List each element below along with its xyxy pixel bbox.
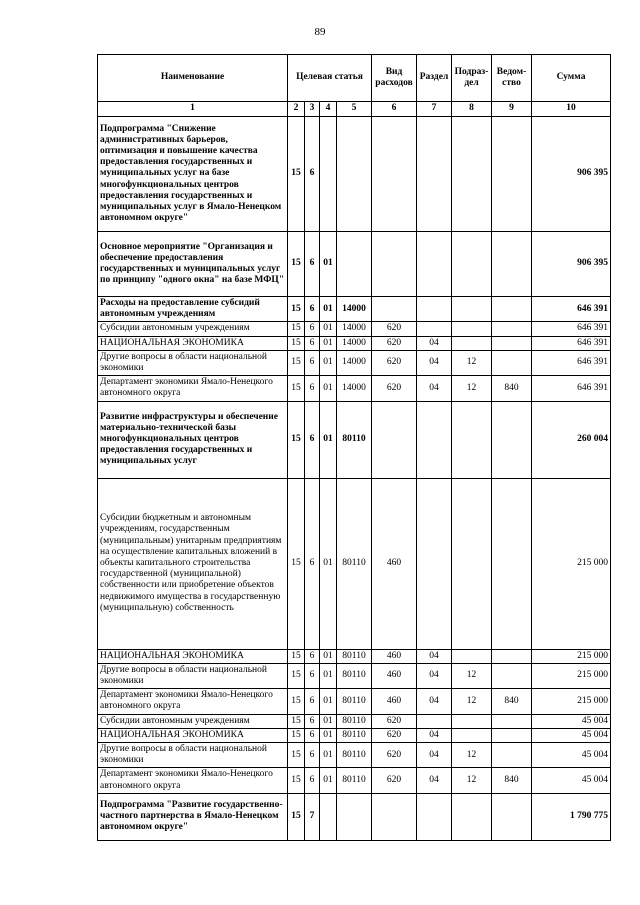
row-code-cell-pr: 12 — [452, 768, 492, 793]
row-code-cell-vd — [492, 728, 532, 742]
row-code-cell-pr — [452, 401, 492, 478]
row-sum-cell: 906 395 — [532, 117, 611, 232]
row-code-cell-cs2: 6 — [305, 689, 320, 714]
row-name-cell: Другие вопросы в области национальной экономики — [98, 663, 288, 688]
row-code-cell-vd — [492, 478, 532, 649]
row-code-cell-rz: 04 — [417, 663, 452, 688]
row-code-cell-cs4: 80110 — [337, 714, 372, 728]
row-code-cell-cs4: 14000 — [337, 297, 372, 322]
budget-table — [97, 54, 611, 841]
header-col-num-2: 2 — [288, 102, 305, 117]
row-sum-cell: 215 000 — [532, 689, 611, 714]
row-code-cell-vr: 620 — [372, 768, 417, 793]
row-sum-cell: 45 004 — [532, 768, 611, 793]
row-code-cell-vd — [492, 297, 532, 322]
row-code-cell-cs1: 15 — [288, 793, 305, 840]
header-col-num-8: 8 — [452, 102, 492, 117]
table-row — [98, 376, 611, 401]
row-code-cell-pr: 12 — [452, 663, 492, 688]
row-code-cell-rz — [417, 793, 452, 840]
table-row — [98, 478, 611, 649]
page-number: 89 — [314, 26, 326, 38]
row-code-cell-cs3: 01 — [320, 376, 337, 401]
row-name-cell: Расходы на предоставление субсидий автономным учреждениям — [98, 297, 288, 322]
table-row — [98, 714, 611, 728]
row-code-cell-vd: 840 — [492, 689, 532, 714]
row-sum-cell: 906 395 — [532, 232, 611, 297]
row-code-cell-cs4 — [337, 793, 372, 840]
table-row — [98, 401, 611, 478]
row-code-cell-vr: 620 — [372, 350, 417, 375]
row-name-cell: Субсидии бюджетным и автономным учреждениям, государственным (муниципальным) унитарным предприятиям на осуществление капитальных вложений в объекты капитального строительства государственной (муниципальной) собственности или приобретение объектов недвижимого имущества в государственную (муниципальную) собственность — [98, 478, 288, 649]
row-name-cell: Субсидии автономным учреждениям — [98, 714, 288, 728]
row-code-cell-cs4: 80110 — [337, 401, 372, 478]
row-code-cell-cs2: 6 — [305, 714, 320, 728]
row-code-cell-cs2: 6 — [305, 297, 320, 322]
row-code-cell-rz: 04 — [417, 649, 452, 663]
row-code-cell-vd — [492, 743, 532, 768]
row-code-cell-vr: 620 — [372, 714, 417, 728]
row-name-cell: НАЦИОНАЛЬНАЯ ЭКОНОМИКА — [98, 649, 288, 663]
row-sum-cell: 45 004 — [532, 714, 611, 728]
row-code-cell-cs1: 15 — [288, 743, 305, 768]
table-row — [98, 336, 611, 350]
row-code-cell-rz: 04 — [417, 728, 452, 742]
row-code-cell-cs1: 15 — [288, 689, 305, 714]
row-code-cell-cs2: 6 — [305, 232, 320, 297]
row-sum-cell: 646 391 — [532, 376, 611, 401]
row-code-cell-rz — [417, 401, 452, 478]
table-row — [98, 232, 611, 297]
row-code-cell-cs4: 14000 — [337, 322, 372, 336]
header-col-num-4: 4 — [320, 102, 337, 117]
row-code-cell-rz — [417, 232, 452, 297]
row-sum-cell: 646 391 — [532, 297, 611, 322]
row-code-cell-rz: 04 — [417, 336, 452, 350]
row-code-cell-cs3: 01 — [320, 297, 337, 322]
row-code-cell-cs1: 15 — [288, 401, 305, 478]
table-body — [98, 117, 611, 841]
row-code-cell-rz: 04 — [417, 350, 452, 375]
row-code-cell-cs3: 01 — [320, 478, 337, 649]
row-code-cell-cs2: 6 — [305, 743, 320, 768]
table-row — [98, 117, 611, 232]
row-code-cell-cs2: 6 — [305, 728, 320, 742]
header-target-article: Целевая статья — [288, 55, 372, 102]
row-code-cell-cs4: 14000 — [337, 336, 372, 350]
row-code-cell-cs4: 14000 — [337, 350, 372, 375]
row-code-cell-pr: 12 — [452, 376, 492, 401]
row-code-cell-vd — [492, 649, 532, 663]
header-expense-type: Вид расходов — [372, 55, 417, 102]
table-row — [98, 793, 611, 840]
header-col-num-1: 1 — [98, 102, 288, 117]
row-code-cell-vd — [492, 117, 532, 232]
row-code-cell-cs4: 80110 — [337, 728, 372, 742]
row-name-cell: Другие вопросы в области национальной экономики — [98, 350, 288, 375]
row-code-cell-vr: 620 — [372, 376, 417, 401]
row-code-cell-cs1: 15 — [288, 478, 305, 649]
row-sum-cell: 646 391 — [532, 350, 611, 375]
row-code-cell-vr — [372, 117, 417, 232]
row-code-cell-pr: 12 — [452, 689, 492, 714]
row-code-cell-cs2: 6 — [305, 322, 320, 336]
header-col-num-7: 7 — [417, 102, 452, 117]
row-code-cell-cs3: 01 — [320, 743, 337, 768]
row-code-cell-cs3: 01 — [320, 689, 337, 714]
row-code-cell-cs1: 15 — [288, 350, 305, 375]
row-code-cell-rz — [417, 322, 452, 336]
row-code-cell-pr: 12 — [452, 350, 492, 375]
row-code-cell-vr — [372, 793, 417, 840]
row-code-cell-cs1: 15 — [288, 714, 305, 728]
row-code-cell-cs3: 01 — [320, 232, 337, 297]
header-sum: Сумма — [532, 55, 611, 102]
row-code-cell-pr — [452, 728, 492, 742]
header-col-num-10: 10 — [532, 102, 611, 117]
row-code-cell-vr — [372, 232, 417, 297]
row-code-cell-cs1: 15 — [288, 336, 305, 350]
header-row-numbers — [98, 102, 611, 117]
row-code-cell-cs3: 01 — [320, 401, 337, 478]
row-sum-cell: 45 004 — [532, 728, 611, 742]
row-code-cell-cs1: 15 — [288, 728, 305, 742]
row-code-cell-vr: 460 — [372, 689, 417, 714]
row-code-cell-cs1: 15 — [288, 376, 305, 401]
table-row — [98, 297, 611, 322]
row-code-cell-rz — [417, 117, 452, 232]
row-code-cell-vd — [492, 793, 532, 840]
table-header — [98, 55, 611, 117]
row-code-cell-cs1: 15 — [288, 322, 305, 336]
table-row — [98, 649, 611, 663]
table-row — [98, 322, 611, 336]
header-section: Раздел — [417, 55, 452, 102]
row-code-cell-rz: 04 — [417, 768, 452, 793]
row-code-cell-vd — [492, 322, 532, 336]
row-code-cell-vd — [492, 401, 532, 478]
row-code-cell-cs3: 01 — [320, 322, 337, 336]
row-code-cell-vr: 620 — [372, 728, 417, 742]
row-name-cell: Другие вопросы в области национальной экономики — [98, 743, 288, 768]
table-row — [98, 350, 611, 375]
row-code-cell-cs4: 14000 — [337, 376, 372, 401]
row-code-cell-cs2: 6 — [305, 649, 320, 663]
row-code-cell-vr — [372, 297, 417, 322]
row-code-cell-vr: 460 — [372, 663, 417, 688]
row-code-cell-cs1: 15 — [288, 232, 305, 297]
header-col-num-6: 6 — [372, 102, 417, 117]
row-code-cell-pr — [452, 322, 492, 336]
row-code-cell-cs2: 6 — [305, 336, 320, 350]
row-code-cell-cs3: 01 — [320, 714, 337, 728]
header-subsection: Подраз-дел — [452, 55, 492, 102]
header-department: Ведом-ство — [492, 55, 532, 102]
row-name-cell: Департамент экономики Ямало-Ненецкого автономного округа — [98, 768, 288, 793]
row-code-cell-pr — [452, 649, 492, 663]
row-code-cell-cs2: 6 — [305, 350, 320, 375]
row-code-cell-cs3: 01 — [320, 350, 337, 375]
row-name-cell: Подпрограмма "Развитие государственно-частного партнерства в Ямало-Ненецком автономном округе" — [98, 793, 288, 840]
row-code-cell-vd: 840 — [492, 376, 532, 401]
row-code-cell-vd: 840 — [492, 768, 532, 793]
row-name-cell: Развитие инфраструктуры и обеспечение материально-технической базы многофункциональных центров предоставления государственных и муниципальных услуг — [98, 401, 288, 478]
row-sum-cell: 1 790 775 — [532, 793, 611, 840]
table-row — [98, 743, 611, 768]
row-code-cell-pr — [452, 714, 492, 728]
row-sum-cell: 215 000 — [532, 649, 611, 663]
row-code-cell-pr — [452, 793, 492, 840]
row-code-cell-vd — [492, 350, 532, 375]
table-row — [98, 768, 611, 793]
header-row-titles — [98, 55, 611, 102]
row-code-cell-cs2: 6 — [305, 478, 320, 649]
row-name-cell: Основное мероприятие "Организация и обеспечение предоставления государственных и муниципальных услуг по принципу "одного окна" на базе МФЦ" — [98, 232, 288, 297]
row-code-cell-cs2: 6 — [305, 401, 320, 478]
row-name-cell: НАЦИОНАЛЬНАЯ ЭКОНОМИКА — [98, 336, 288, 350]
row-code-cell-pr: 12 — [452, 743, 492, 768]
header-name: Наименование — [98, 55, 288, 102]
header-col-num-3: 3 — [305, 102, 320, 117]
row-code-cell-cs3: 01 — [320, 663, 337, 688]
row-name-cell: НАЦИОНАЛЬНАЯ ЭКОНОМИКА — [98, 728, 288, 742]
row-sum-cell: 215 000 — [532, 478, 611, 649]
row-code-cell-rz — [417, 297, 452, 322]
row-code-cell-pr — [452, 297, 492, 322]
row-sum-cell: 215 000 — [532, 663, 611, 688]
row-code-cell-cs3 — [320, 793, 337, 840]
row-code-cell-vd — [492, 232, 532, 297]
header-col-num-9: 9 — [492, 102, 532, 117]
row-code-cell-pr — [452, 478, 492, 649]
row-name-cell: Департамент экономики Ямало-Ненецкого автономного округа — [98, 376, 288, 401]
row-code-cell-vr: 620 — [372, 336, 417, 350]
row-code-cell-cs2: 7 — [305, 793, 320, 840]
table-row — [98, 689, 611, 714]
row-code-cell-vr: 620 — [372, 322, 417, 336]
row-code-cell-cs1: 15 — [288, 768, 305, 793]
row-code-cell-rz — [417, 478, 452, 649]
row-name-cell: Департамент экономики Ямало-Ненецкого автономного округа — [98, 689, 288, 714]
row-code-cell-rz: 04 — [417, 376, 452, 401]
header-col-num-5: 5 — [337, 102, 372, 117]
row-code-cell-pr — [452, 232, 492, 297]
row-code-cell-cs3: 01 — [320, 649, 337, 663]
row-code-cell-vr: 620 — [372, 743, 417, 768]
table-row — [98, 728, 611, 742]
row-code-cell-cs2: 6 — [305, 117, 320, 232]
row-code-cell-cs3: 01 — [320, 728, 337, 742]
row-code-cell-cs3: 01 — [320, 768, 337, 793]
row-code-cell-cs1: 15 — [288, 117, 305, 232]
row-code-cell-cs4: 80110 — [337, 743, 372, 768]
row-code-cell-vd — [492, 336, 532, 350]
row-code-cell-cs4: 80110 — [337, 689, 372, 714]
row-code-cell-cs4: 80110 — [337, 768, 372, 793]
table-row — [98, 663, 611, 688]
row-code-cell-rz: 04 — [417, 689, 452, 714]
row-sum-cell: 646 391 — [532, 336, 611, 350]
row-code-cell-rz: 04 — [417, 743, 452, 768]
row-sum-cell: 646 391 — [532, 322, 611, 336]
row-code-cell-cs4: 80110 — [337, 663, 372, 688]
row-code-cell-rz — [417, 714, 452, 728]
row-code-cell-pr — [452, 336, 492, 350]
row-code-cell-cs4 — [337, 117, 372, 232]
row-code-cell-cs2: 6 — [305, 663, 320, 688]
row-code-cell-vr — [372, 401, 417, 478]
row-code-cell-cs4: 80110 — [337, 478, 372, 649]
row-code-cell-cs1: 15 — [288, 649, 305, 663]
row-code-cell-cs2: 6 — [305, 376, 320, 401]
row-code-cell-pr — [452, 117, 492, 232]
row-code-cell-cs3: 01 — [320, 336, 337, 350]
row-code-cell-cs2: 6 — [305, 768, 320, 793]
row-code-cell-vr: 460 — [372, 649, 417, 663]
row-code-cell-cs3 — [320, 117, 337, 232]
row-sum-cell: 260 004 — [532, 401, 611, 478]
row-name-cell: Субсидии автономным учреждениям — [98, 322, 288, 336]
row-code-cell-cs4 — [337, 232, 372, 297]
row-name-cell: Подпрограмма "Снижение административных барьеров, оптимизация и повышение качества предоставления государственных и муниципальных услуг на базе многофункциональных центров предоставления государственных и муниципальных услуг в Ямало-Ненецком автономном округе" — [98, 117, 288, 232]
row-code-cell-vd — [492, 714, 532, 728]
row-code-cell-cs1: 15 — [288, 663, 305, 688]
row-code-cell-vd — [492, 663, 532, 688]
row-code-cell-cs1: 15 — [288, 297, 305, 322]
row-sum-cell: 45 004 — [532, 743, 611, 768]
row-code-cell-cs4: 80110 — [337, 649, 372, 663]
row-code-cell-vr: 460 — [372, 478, 417, 649]
